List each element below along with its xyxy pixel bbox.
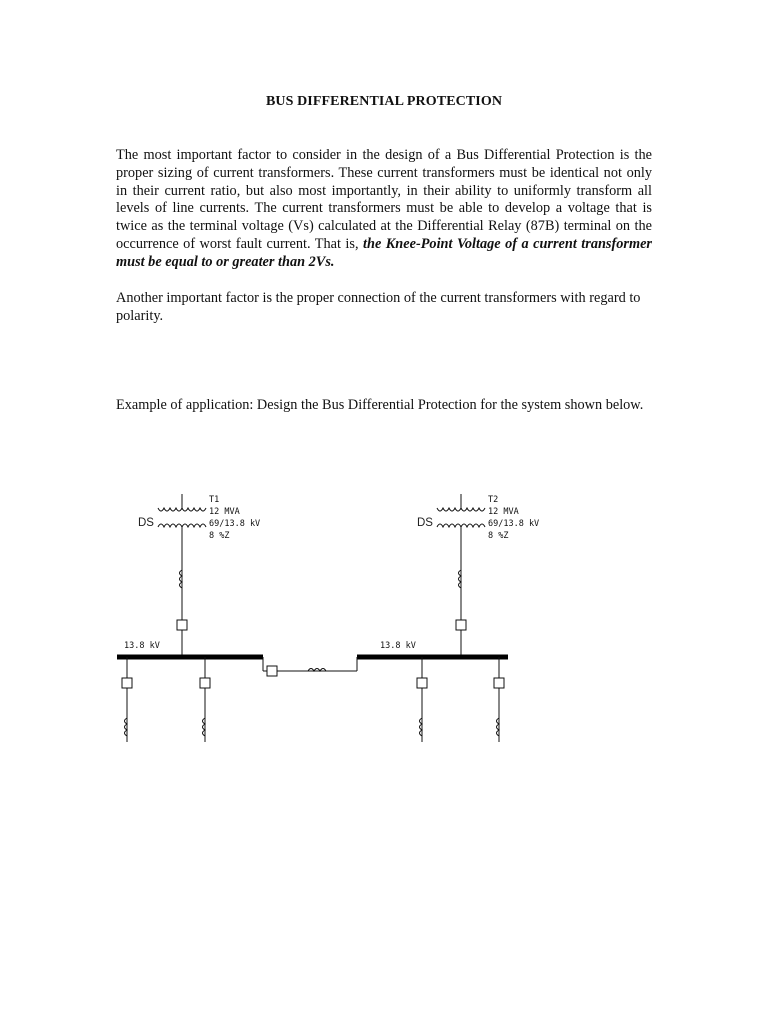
t2-name: T2 [488, 495, 499, 505]
t2-voltage: 69/13.8 kV [488, 519, 540, 529]
right-bus-voltage-label: 13.8 kV [380, 641, 416, 651]
t1-rating: 12 MVA [209, 507, 240, 517]
t1-winding-label: DS [138, 517, 154, 529]
transformer-t1 [138, 494, 260, 656]
knee-point-emphasis: the Knee-Point Voltage of a current transformer must be equal to or greater than 2Vs. [116, 235, 652, 270]
feeder-2 [200, 657, 210, 742]
left-bus-voltage-label: 13.8 kV [124, 641, 160, 651]
t1-voltage: 69/13.8 kV [209, 519, 261, 529]
feeder-1 [122, 657, 132, 742]
t1-primary-winding [158, 508, 206, 511]
document-title: BUS DIFFERENTIAL PROTECTION [265, 94, 503, 109]
feeder-4 [494, 657, 504, 742]
feeder-4-breaker [494, 678, 504, 688]
t2-primary-winding [437, 508, 485, 511]
t2-breaker [456, 620, 466, 630]
t1-secondary-winding [158, 524, 206, 527]
t1-name: T1 [209, 495, 220, 505]
bus-tie-breaker [267, 666, 277, 676]
t1-impedance: 8 %Z [209, 531, 230, 541]
paragraph-example: Example of application: Design the Bus Differential Protection for the system shown below. [116, 397, 644, 413]
feeder-3 [417, 657, 427, 742]
paragraph-ct-sizing [116, 147, 652, 272]
t1-breaker [177, 620, 187, 630]
t2-impedance: 8 %Z [488, 531, 509, 541]
paragraph-ct-sizing-text: The most important factor to consider in the design of a Bus Differential Protection is the proper sizing of current transformers. These current transformers must be identical not only in their current ratio, but also most importantly, in their ability to uniformly transform all levels of line currents. The current transformers must be able to develop a voltage that is twice as the terminal voltage (Vs) calculated at the Differential Relay (87B) terminal on the occurrence of worst fault current. That is, [116, 147, 652, 252]
feeder-3-breaker [417, 678, 427, 688]
transformer-t2 [417, 494, 539, 656]
bus-tie [263, 657, 357, 676]
t2-rating: 12 MVA [488, 507, 519, 517]
t2-secondary-winding [437, 524, 485, 527]
paragraph-polarity: Another important factor is the proper connection of the current transformers with regard to polarity. [116, 290, 641, 324]
one-line-diagram [0, 470, 768, 770]
t2-winding-label: DS [417, 517, 433, 529]
feeder-2-breaker [200, 678, 210, 688]
feeder-1-breaker [122, 678, 132, 688]
